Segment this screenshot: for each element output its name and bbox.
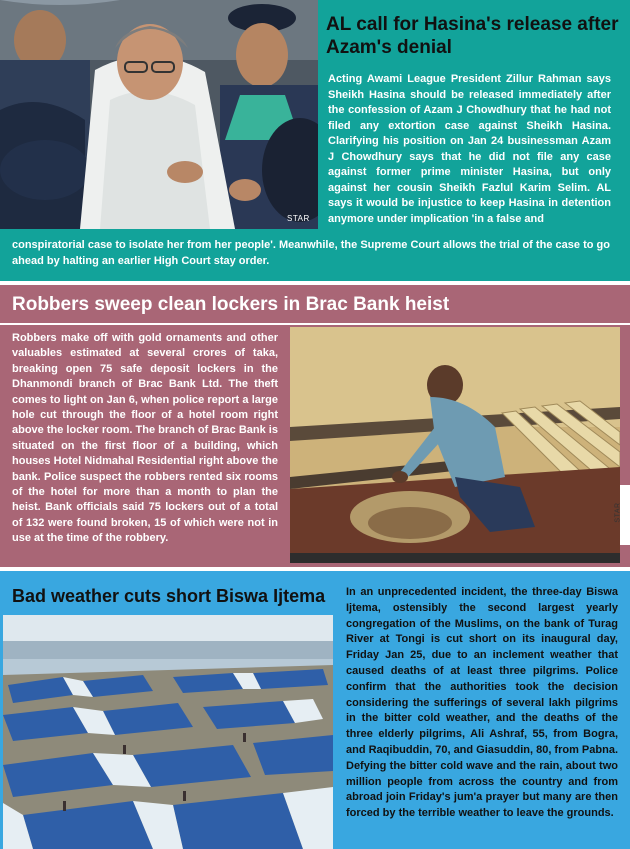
heist-photo xyxy=(290,327,620,563)
article-body: Robbers make off with gold ornaments and other valuables estimated at several crores of taka, breaking open 75 safe deposit lockers in the Dhanmondi branch of Brac Bank Ltd. The theft comes to light on Jan 6, when police report a large hole cut through the floor of a hotel room right above the locker room. The branch of Brac Bank is situated on the first floor of a building, which houses Hotel Nidmahal Residential right above the bank. Police suspect the robbers rented six rooms of the hotel for more than a month to plan the heist. Bank officials said 75 lockers out of a total of 132 were found broken, 15 of which were not in use at the time of the robbery. xyxy=(12,332,278,545)
story-biswa-ijtema xyxy=(0,571,630,849)
heist-photo-illustration xyxy=(290,327,620,563)
hasina-photo-illustration xyxy=(0,0,318,229)
headline: Robbers sweep clean lockers in Brac Bank heist xyxy=(12,294,450,315)
story-hasina-release xyxy=(0,0,630,281)
ijtema-photo-illustration xyxy=(3,615,333,849)
article-body: In an unprecedented incident, the three-day Biswa Ijtema, ostensibly the second largest yearly congregation of the Muslims, on the bank of Turag River at Tongi is cut short on its inaugural day, Friday Jan 25, due to an inclement weather that caused deaths of at least three pilgrims. Police confirm that the authorities took the decision considering the sufferings of several lakh pilgrims in the bitter cold weather, and the deaths of the three elderly pilgrims, Ali Ashraf, 55, from Bogra, and Raqibuddin, 70, and Giasuddin, 80, from Pabna. Defying the bitter cold wave and the rain, about two million people from across the country and from abroad join Friday's jum'a prayer but many are then forced by the terrible weather to leave the grounds. xyxy=(346,586,618,820)
headline: AL call for Hasina's release after Azam's denial xyxy=(326,14,619,58)
headline: Bad weather cuts short Biswa Ijtema xyxy=(12,586,326,606)
article-body-part1: Acting Awami League President Zillur Rahman says Sheikh Hasina should be released immediately after the confession of Azam J Chowdhury that he had not filed any extortion case against Sheikh Hasina. Clarifying his position on Jan 24 businessman Azam J Chowdhury says that he did not file any case against former prime minister Hasina, but only against her cousin Sheikh Fazlul Karim Selim. AL says it would be injustice to keep Hasina in detention anymore under implication 'in a false and xyxy=(328,73,611,225)
photo-credit-strip xyxy=(614,485,630,545)
ijtema-photo xyxy=(3,615,333,849)
story-brac-bank-heist xyxy=(0,285,630,567)
photo-credit: STAR xyxy=(614,502,622,523)
divider xyxy=(0,323,630,325)
photo-credit: STAR xyxy=(287,214,310,223)
article-body-part2: conspiratorial case to isolate her from her people'. Meanwhile, the Supreme Court allows the trial of the case to go ahead by halting an earlier High Court stay order. xyxy=(12,239,610,267)
hasina-photo xyxy=(0,0,318,229)
